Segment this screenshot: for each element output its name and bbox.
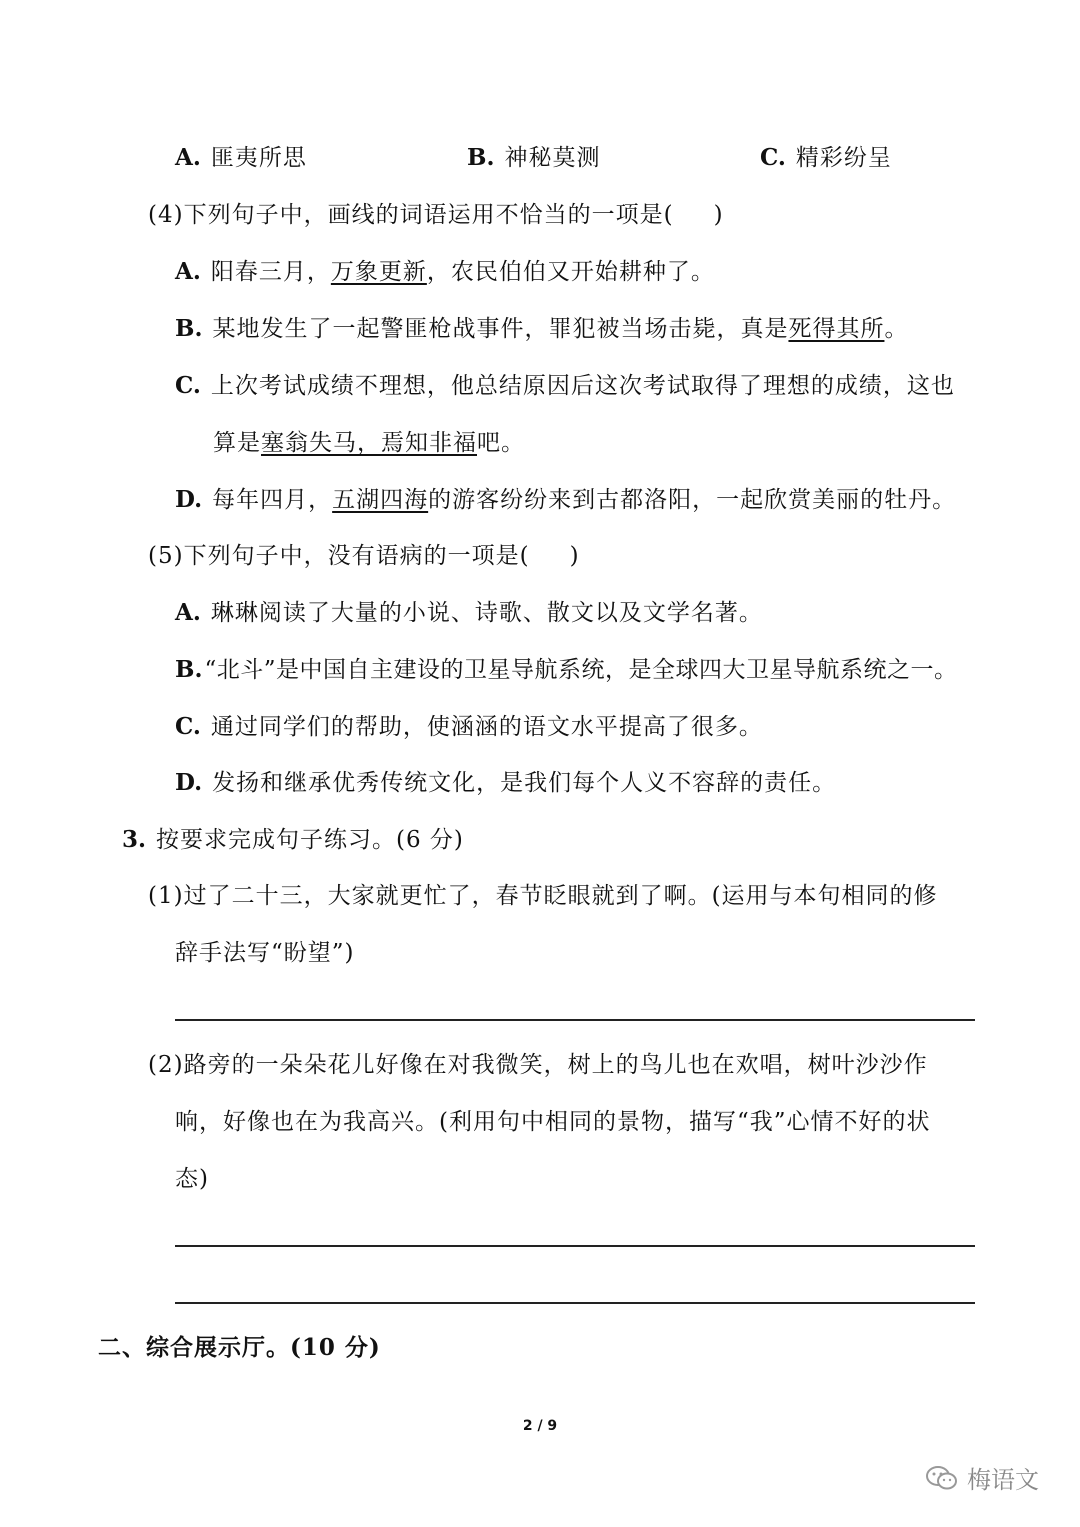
question-3-part-2-cont [175, 1107, 931, 1137]
question-5-stem [148, 541, 580, 571]
underlined-phrase: 万象更新 [330, 259, 427, 285]
stem-text: (4)下列句子中，画线的词语运用不恰当的一项是( [148, 202, 674, 228]
text: 辞手法写“盼望”) [175, 940, 355, 966]
answer-line[interactable] [175, 1302, 975, 1304]
page-number: 2 / 9 [522, 1418, 558, 1434]
option-text: 神秘莫测 [504, 145, 601, 171]
option-label: A. [175, 599, 201, 626]
option-label: A. [175, 258, 201, 285]
option-a-row [175, 143, 307, 173]
text: ，农民伯伯又开始耕种了。 [426, 259, 715, 285]
option-label: B. [467, 144, 495, 171]
watermark [925, 1460, 1039, 1495]
question-3-part-1 [148, 881, 938, 911]
option-text: 精彩纷呈 [795, 145, 892, 171]
text: 态) [175, 1166, 209, 1192]
paren-close: ) [713, 202, 724, 228]
question-5-option-a [175, 598, 763, 628]
text: 上次考试成绩不理想，他总结原因后这次考试取得了理想的成绩，这也 [210, 373, 955, 399]
option-label: B. [175, 656, 203, 683]
question-4-stem [148, 200, 724, 230]
question-5-option-c [175, 712, 763, 742]
answer-line[interactable] [175, 1019, 975, 1021]
option-label: C. [760, 144, 786, 171]
section-title: 二、综合展示厅。(10 分) [98, 1334, 381, 1361]
text: 琳琳阅读了大量的小说、诗歌、散文以及文学名著。 [210, 600, 763, 626]
option-b-row [467, 143, 600, 173]
text: 吧。 [477, 430, 525, 456]
question-title: 按要求完成句子练习。(6 分) [156, 827, 464, 853]
question-5-option-b [175, 655, 957, 685]
text: 响，好像也在为我高兴。(利用句中相同的景物，描写“我”心情不好的状 [175, 1109, 931, 1135]
watermark-text: 梅语文 [967, 1466, 1039, 1494]
question-4-option-b [175, 314, 908, 344]
text: “北斗”是中国自主建设的卫星导航系统，是全球四大卫星导航系统之一。 [204, 657, 958, 683]
option-label: D. [175, 486, 203, 513]
paren-close: ) [569, 543, 580, 569]
option-label: C. [175, 713, 201, 740]
question-4-option-c-cont [213, 428, 525, 458]
text: 某地发生了一起警匪枪战事件，罪犯被当场击毙，真是 [212, 316, 789, 342]
section-2-heading [98, 1333, 381, 1363]
text: 发扬和继承优秀传统文化，是我们每个人义不容辞的责任。 [212, 770, 837, 796]
answer-line[interactable] [175, 1245, 975, 1247]
question-5-option-d [175, 768, 836, 798]
option-label: C. [175, 372, 201, 399]
option-label: D. [175, 769, 203, 796]
underlined-phrase: 五湖四海 [332, 487, 429, 513]
text: (1)过了二十三，大家就更忙了，春节眨眼就到了啊。(运用与本句相同的修 [148, 883, 938, 909]
text: 算是 [213, 430, 261, 456]
text: 阳春三月， [210, 259, 331, 285]
underlined-phrase: 塞翁失马，焉知非福 [261, 430, 477, 456]
text: (2)路旁的一朵朵花儿好像在对我微笑，树上的鸟儿也在欢唱，树叶沙沙作 [148, 1052, 928, 1078]
option-c-row [760, 143, 892, 173]
question-3-part-2-cont2 [175, 1164, 209, 1194]
stem-text: (5)下列句子中，没有语病的一项是( [148, 543, 530, 569]
wechat-icon [925, 1464, 959, 1492]
text: 的游客纷纷来到古都洛阳，一起欣赏美丽的牡丹。 [428, 487, 957, 513]
option-label: B. [175, 315, 203, 342]
question-4-option-d [175, 485, 956, 515]
text: 通过同学们的帮助，使涵涵的语文水平提高了很多。 [210, 714, 763, 740]
question-3-title [122, 825, 464, 855]
option-label: A. [175, 144, 201, 171]
option-text: 匪夷所思 [210, 145, 307, 171]
underlined-phrase: 死得其所 [788, 316, 885, 342]
text: 每年四月， [212, 487, 333, 513]
question-4-option-a [175, 257, 715, 287]
question-3-part-1-cont [175, 938, 355, 968]
question-3-part-2 [148, 1050, 928, 1080]
question-4-option-c [175, 371, 955, 401]
text: 。 [884, 316, 909, 342]
question-number: 3. [122, 826, 147, 853]
